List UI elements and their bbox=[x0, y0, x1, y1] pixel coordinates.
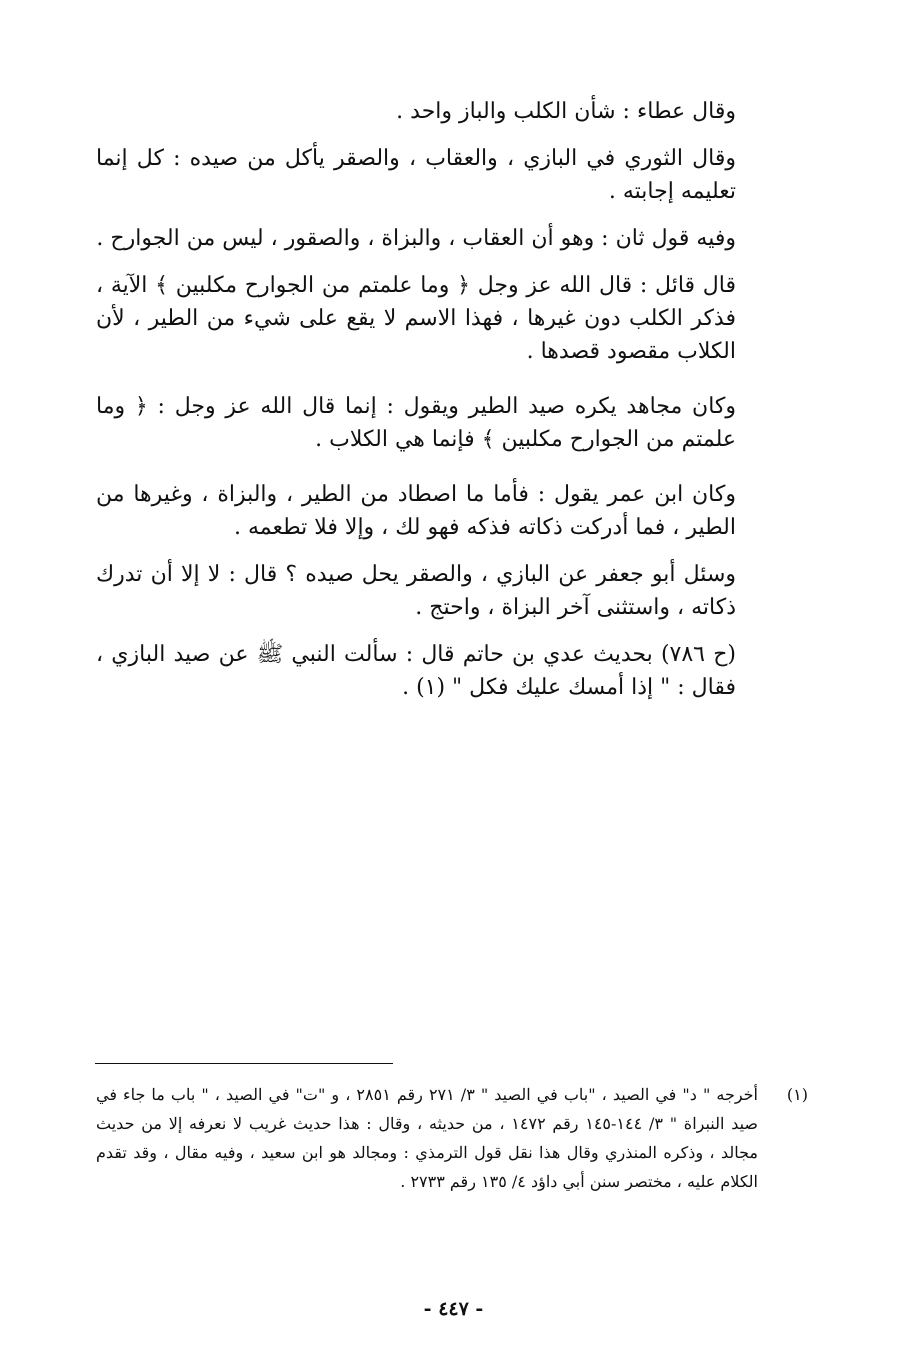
footnote-text: أخرجه " د" في الصيد ، "باب في الصيد " ٣/ ٢٧١ رقم ٢٨٥١ ، و "ت" في الصيد ، " باب ما جاء في صيد النبراة " ٣/ ١٤٤-١٤٥ رقم ١٤٧٢ ، من حديثه ، وقال : هذا حديث غريب لا نعرفه إلا من حديث مجالد ، وذكره المنذري وقال هذا نقل قول الترمذي : ومجالد هو ابن سعيد ، وفيه مقال ، وقد تقدم الكلام عليه ، مختصر سنن أبي داؤد ٤/ ١٣٥ رقم ٢٧٣٣ . bbox=[96, 1085, 759, 1191]
paragraph-qail: قال قائل : قال الله عز وجل ﴿ وما علمتم من الجوارح مكلبين ﴾ الآية ، فذكر الكلب دون غيرها ، فهذا الاسم لا يقع على شيء من الطير ، لأن الكلاب مقصود قصدها . bbox=[96, 273, 736, 364]
page-number: - ٤٤٧ - bbox=[423, 1298, 484, 1320]
paragraph-ibn-umar: وكان ابن عمر يقول : فأما ما اصطاد من الطير ، والبزاة ، وغيرها من الطير ، فما أدركت ذكاته فذكه فهو لك ، وإلا فلا تطعمه . bbox=[96, 482, 736, 540]
footnote-separator bbox=[95, 1063, 393, 1064]
paragraph-mujahid: وكان مجاهد يكره صيد الطير ويقول : إنما قال الله عز وجل : ﴿ وما علمتم من الجوارح مكلبين ﴾ فإنما هي الكلاب . bbox=[96, 394, 736, 452]
footnotes bbox=[96, 1080, 808, 1196]
paragraph-thawri: وقال الثوري في البازي ، والعقاب ، والصقر يأكل من صيده : كل إنما تعليمه إجابته . bbox=[96, 146, 736, 204]
paragraph-abu-jafar: وسئل أبو جعفر عن البازي ، والصقر يحل صيده ؟ قال : لا إلا أن تدرك ذكاته ، واستثنى آخر البزاة ، واحتج . bbox=[96, 562, 736, 620]
paragraph-ata: وقال عطاء : شأن الكلب والباز واحد . bbox=[396, 99, 736, 124]
main-text bbox=[96, 95, 736, 718]
paragraph-hadith-786: (ح ٧٨٦) بحديث عدي بن حاتم قال : سألت النبي ﷺ عن صيد البازي ، فقال : " إذا أمسك عليك فكل " (١) . bbox=[96, 642, 736, 700]
paragraph-second-view: وفيه قول ثان : وهو أن العقاب ، والبزاة ، والصقور ، ليس من الجوارح . bbox=[96, 226, 736, 251]
footnote-number: (١) bbox=[786, 1085, 808, 1104]
